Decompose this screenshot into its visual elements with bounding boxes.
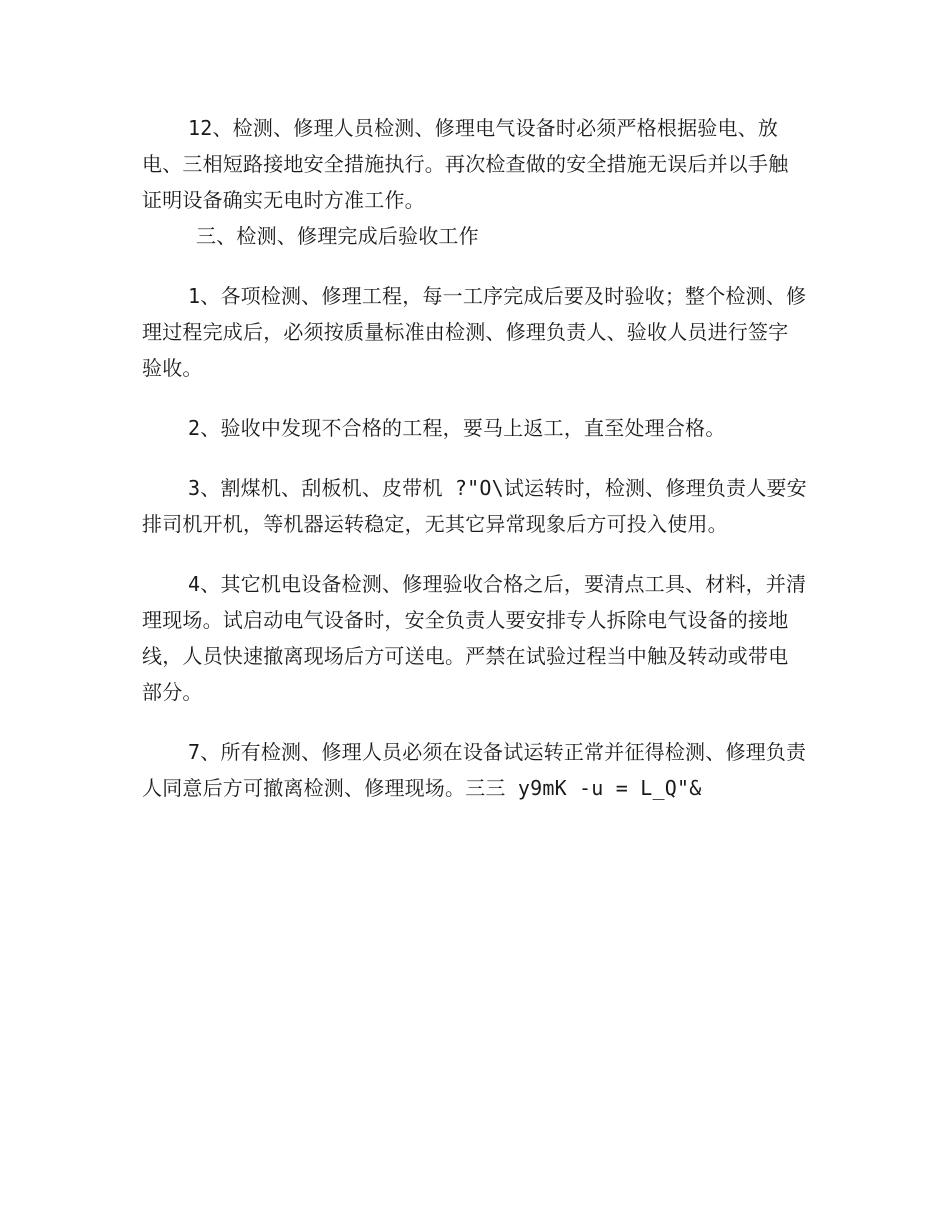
paragraph-3: 3、割煤机、刮板机、皮带机 ?"O\试运转时，检测、修理负责人要安排司机开机，等机器运转稳定，无其它异常现象后方可投入使用。 [142, 476, 807, 536]
paragraph-12: 12、检测、修理人员检测、修理电气设备时必须严格根据验电、放电、三相短路接地安全措施执行。再次检查做的安全措施无误后并以手触证明设备确实无电时方准工作。 [142, 116, 789, 212]
paragraph-1: 1、各项检测、修理工程，每一工序完成后要及时验收；整个检测、修理过程完成后，必须按质量标准由检测、修理负责人、验收人员进行签字验收。 [142, 284, 807, 380]
paragraph-2: 2、验收中发现不合格的工程，要马上返工，直至处理合格。 [188, 416, 726, 440]
document-body [142, 110, 808, 806]
paragraph-7: 7、所有检测、修理人员必须在设备试运转正常并征得检测、修理负责人同意后方可撤离检测、修理现场。三三 y9mK -u = L_Q"& [142, 740, 807, 800]
section-heading-3: 三、检测、修理完成后验收工作 [196, 224, 479, 248]
paragraph-4: 4、其它机电设备检测、修理验收合格之后，要清点工具、材料，并清理现场。试启动电气设备时，安全负责人要安排专人拆除电气设备的接地线，人员快速撤离现场后方可送电。严禁在试验过程当中触及转动或带电部分。 [142, 572, 807, 704]
